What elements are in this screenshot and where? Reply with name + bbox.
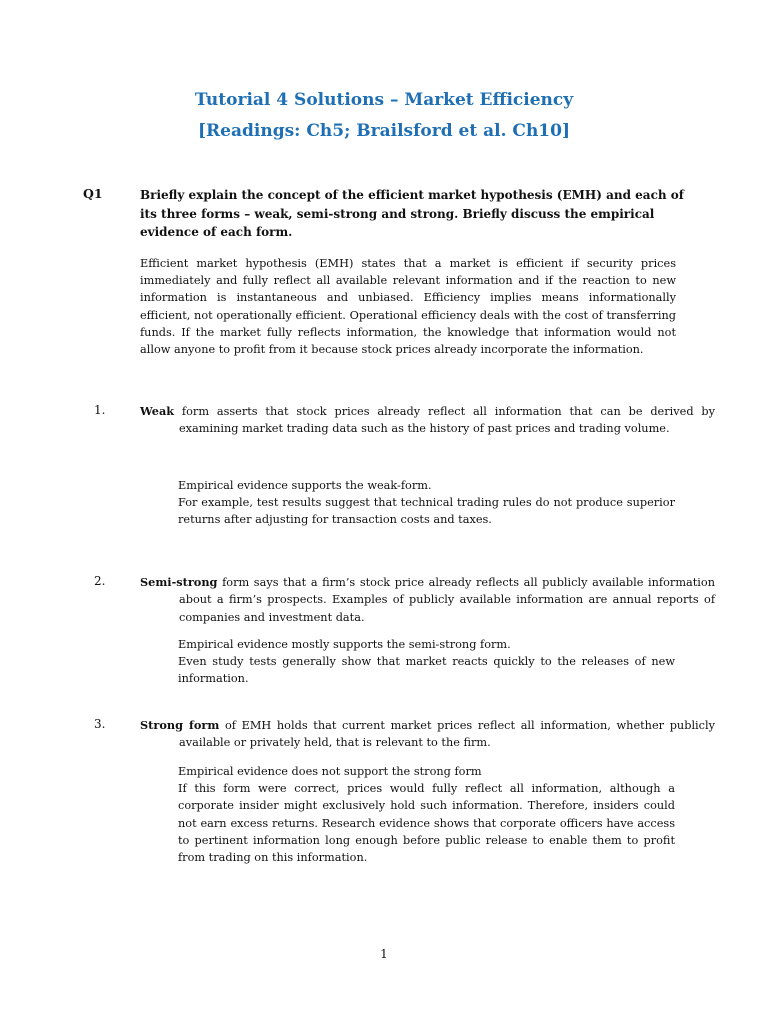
form-2-evidence [178,636,675,688]
form-2-evidence-title: Empirical evidence mostly supports the semi-strong form. [178,638,511,651]
form-1-evidence-title: Empirical evidence supports the weak-form. [178,479,432,492]
form-1-text: form asserts that stock prices already reflect all information that can be derived by examining market trading data such as the history of past prices and trading volume. [174,405,715,436]
form-3-description [140,717,715,752]
form-3-lead: Strong form [140,718,220,732]
form-2-lead: Semi-strong [140,575,218,589]
form-1-lead: Weak [140,404,175,418]
form-1-number: 1. [94,403,106,417]
form-3-text: of EMH holds that current market prices reflect all information, whether publicly available or privately held, that is relevant to the firm. [179,719,715,750]
form-1-evidence-text: For example, test results suggest that technical trading rules do not produce superior returns after adjusting for transaction costs and taxes. [178,496,675,527]
form-3-evidence-text: If this form were correct, prices would fully reflect all information, although a corporate insider might exclusively hold such information. Therefore, insiders could not earn excess returns. Research evidence shows that corporate officers have access to pertinent information long enough before public release to enable them to profit from trading on this information. [178,782,675,865]
intro-paragraph: Efficient market hypothesis (EMH) states that a market is efficient if security prices immediately and fully reflect all available relevant information and if the reaction to new information is instantaneous and unbiased. Efficiency implies means informationally efficient, not operationally efficient. Operational efficiency deals with the cost of transferring funds. If the market fully reflects information, the knowledge that information would not allow anyone to profit from it because stock prices already incorporate the information. [140,257,676,357]
form-2-evidence-text: Even study tests generally show that market reacts quickly to the releases of new information. [178,655,675,686]
question-label: Q1 [83,186,103,201]
form-3-evidence-title: Empirical evidence does not support the strong form [178,765,482,778]
form-1-description [140,403,715,438]
form-2-number: 2. [94,574,106,588]
form-2-description [140,574,715,626]
page-title-line-2: [Readings: Ch5; Brailsford et al. Ch10] [198,121,570,141]
form-3-evidence [178,763,675,866]
page-number: 1 [380,947,388,961]
question-text: Briefly explain the concept of the efficient market hypothesis (EMH) and each of its three forms – weak, semi-strong and strong. Briefly discuss the empirical evidence of each form. [140,188,684,239]
form-3-number: 3. [94,717,106,731]
form-1-evidence [178,477,675,529]
form-2-text: form says that a firm’s stock price already reflects all publicly available information about a firm’s prospects. Examples of publicly available information are annual reports of companies and investment data. [179,576,715,624]
page-title-line-1: Tutorial 4 Solutions – Market Efficiency [194,90,574,110]
